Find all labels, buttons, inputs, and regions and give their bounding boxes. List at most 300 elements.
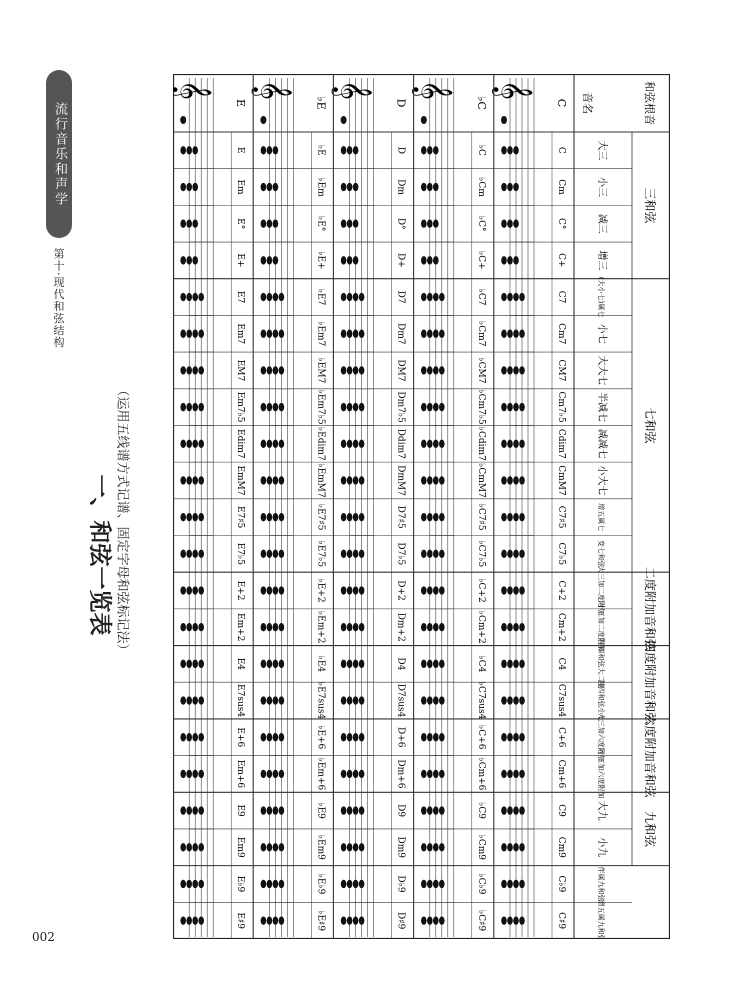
chord-notehead (261, 843, 267, 851)
chord-symbol: ♭Em9 (315, 834, 326, 860)
chord-symbol: ♭Cm (475, 177, 486, 197)
chord-symbol: Cm+6 (556, 759, 566, 789)
chord-notehead (180, 916, 186, 924)
chord-notehead (186, 623, 192, 631)
chord-notehead (427, 623, 433, 631)
chord-notehead (186, 806, 192, 814)
chord-symbol: DmM7 (395, 465, 406, 496)
chord-symbol: E+2 (235, 580, 246, 601)
column-header: 小九 (596, 837, 607, 858)
chord-notehead (279, 660, 285, 668)
chord-notehead (261, 403, 267, 411)
chord-notehead (180, 623, 186, 631)
column-header: 大三加六度附加 (597, 712, 605, 762)
chord-notehead (261, 476, 267, 484)
chord-symbol: C4 (556, 657, 566, 671)
chord-notehead (279, 696, 285, 704)
chord-notehead (433, 330, 439, 338)
chord-notehead (192, 440, 198, 448)
chord-notehead (347, 330, 353, 338)
chord-notehead (198, 770, 204, 778)
chord-symbol: E♯9 (235, 912, 246, 929)
chord-notehead (198, 623, 204, 631)
chord-notehead (267, 586, 273, 594)
chord-notehead (439, 623, 445, 631)
chord-notehead (347, 183, 353, 191)
chord-notehead (353, 770, 359, 778)
chord-symbol: Cm7♭5 (556, 391, 566, 423)
chord-notehead (353, 403, 359, 411)
chord-notehead (261, 366, 267, 374)
chord-notehead (519, 440, 525, 448)
chord-notehead (421, 880, 427, 888)
chord-notehead (192, 220, 198, 228)
chord-symbol: ♭Em+2 (315, 610, 326, 644)
chord-notehead (501, 256, 507, 264)
chord-notehead (267, 146, 273, 154)
chord-notehead (439, 733, 445, 741)
chord-symbol: D+ (395, 253, 406, 268)
group-header-0: 三和弦 (643, 187, 657, 224)
chord-notehead (519, 806, 525, 814)
chord-notehead (192, 623, 198, 631)
chord-symbol: C9 (556, 804, 566, 817)
chord-notehead (433, 403, 439, 411)
chord-notehead (341, 586, 347, 594)
chord-notehead (439, 550, 445, 558)
chord-symbol: Dm+6 (395, 759, 406, 789)
chord-notehead (261, 550, 267, 558)
chord-notehead (192, 513, 198, 521)
chord-notehead (192, 403, 198, 411)
chord-notehead (273, 733, 279, 741)
chord-notehead (347, 293, 353, 301)
chord-notehead (273, 476, 279, 484)
column-header: 增五属七 (597, 503, 605, 532)
chord-notehead (261, 770, 267, 778)
chord-symbol: ♭C7sus4 (475, 681, 486, 720)
column-header: 挂四和弦大二度 (597, 639, 605, 689)
chord-notehead (519, 623, 525, 631)
chord-notehead (180, 146, 186, 154)
chord-notehead (341, 660, 347, 668)
chord-symbol: ♭E7 (315, 288, 326, 306)
chord-notehead (427, 916, 433, 924)
chord-notehead (427, 476, 433, 484)
chord-notehead (427, 403, 433, 411)
chord-notehead (279, 916, 285, 924)
chord-symbol: ♭E (315, 144, 326, 156)
chord-symbol: Em7♭5 (235, 391, 246, 423)
chord-notehead (273, 330, 279, 338)
chord-notehead (192, 586, 198, 594)
chord-notehead (279, 293, 285, 301)
chord-notehead (439, 440, 445, 448)
chord-notehead (347, 660, 353, 668)
chord-notehead (501, 403, 507, 411)
chord-symbol: Dm+2 (395, 612, 406, 642)
chord-notehead (198, 733, 204, 741)
chord-notehead (439, 513, 445, 521)
chord-notehead (180, 513, 186, 521)
chord-notehead (267, 403, 273, 411)
chord-notehead (507, 550, 513, 558)
chord-symbol: C7 (556, 290, 566, 304)
chord-notehead (353, 550, 359, 558)
chord-notehead (341, 220, 347, 228)
chord-notehead (513, 476, 519, 484)
chord-notehead (198, 586, 204, 594)
chord-symbol: D7 (395, 290, 406, 304)
chord-notehead (273, 770, 279, 778)
root-column-label: 音名 (581, 92, 594, 114)
chord-notehead (359, 476, 365, 484)
chord-notehead (501, 366, 507, 374)
chord-symbol: D+2 (395, 580, 406, 601)
column-header: 小三 (596, 177, 607, 198)
chord-symbol: D7♭5 (395, 542, 406, 566)
chord-notehead (198, 330, 204, 338)
chord-notehead (501, 293, 507, 301)
chord-notehead (279, 330, 285, 338)
column-header: 小七 (596, 323, 607, 344)
chord-notehead (421, 916, 427, 924)
chord-notehead (427, 880, 433, 888)
chord-notehead (421, 183, 427, 191)
column-header: 挂四和弦小七 (597, 679, 605, 722)
chord-notehead (519, 843, 525, 851)
column-header: 大九 (596, 800, 607, 821)
chord-notehead (519, 880, 525, 888)
chord-notehead (186, 916, 192, 924)
chord-notehead (261, 806, 267, 814)
chord-symbol: C♭9 (556, 875, 566, 893)
chord-notehead (421, 623, 427, 631)
chord-notehead (180, 440, 186, 448)
chord-notehead (261, 586, 267, 594)
chord-notehead (273, 440, 279, 448)
chord-notehead (186, 293, 192, 301)
chord-notehead (198, 476, 204, 484)
chord-notehead (261, 623, 267, 631)
chord-notehead (198, 843, 204, 851)
group-header-2: 二度附加音和弦 (643, 566, 657, 651)
chord-notehead (519, 696, 525, 704)
chord-notehead (433, 513, 439, 521)
chord-notehead (273, 366, 279, 374)
chord-notehead (279, 843, 285, 851)
chord-notehead (341, 696, 347, 704)
root-notehead (501, 116, 507, 124)
chord-notehead (427, 146, 433, 154)
column-header: 半减七 (596, 392, 607, 423)
chord-notehead (501, 733, 507, 741)
chord-symbol: C° (556, 218, 566, 230)
chord-notehead (192, 256, 198, 264)
chord-symbol: ♭Cm+6 (475, 757, 486, 791)
chord-symbol: ♭C4 (475, 655, 486, 673)
chord-notehead (427, 440, 433, 448)
chord-notehead (519, 513, 525, 521)
chord-symbol: EM7 (235, 359, 246, 382)
chord-notehead (507, 660, 513, 668)
chord-notehead (501, 330, 507, 338)
chord-symbol: C7♭5 (556, 542, 566, 566)
chord-notehead (513, 330, 519, 338)
chord-notehead (359, 660, 365, 668)
chord-notehead (433, 806, 439, 814)
chord-notehead (421, 513, 427, 521)
treble-clef-icon: 𝄞 (493, 80, 533, 101)
chord-notehead (501, 586, 507, 594)
chord-symbol: ♭E9 (315, 802, 326, 819)
chord-notehead (279, 476, 285, 484)
chord-notehead (507, 843, 513, 851)
chord-notehead (273, 293, 279, 301)
chord-notehead (347, 733, 353, 741)
chord-notehead (519, 586, 525, 594)
row-root-name: ♭E (314, 96, 328, 110)
chord-notehead (267, 293, 273, 301)
chord-notehead (353, 183, 359, 191)
chord-notehead (279, 403, 285, 411)
chord-notehead (347, 550, 353, 558)
chord-notehead (501, 623, 507, 631)
chord-notehead (273, 403, 279, 411)
chord-notehead (519, 330, 525, 338)
chord-symbol: E+6 (235, 727, 246, 748)
chord-notehead (347, 403, 353, 411)
chord-notehead (180, 843, 186, 851)
chord-notehead (353, 696, 359, 704)
chord-symbol: Cm+2 (556, 612, 566, 642)
chord-notehead (439, 843, 445, 851)
chord-notehead (421, 293, 427, 301)
group-header-5: 九和弦 (643, 810, 657, 847)
chord-notehead (192, 330, 198, 338)
chord-notehead (261, 440, 267, 448)
chord-notehead (273, 843, 279, 851)
chord-notehead (279, 623, 285, 631)
chord-symbol: ♭EM7 (315, 357, 326, 384)
chord-symbol: ♭Cdim7 (475, 426, 486, 461)
chord-notehead (267, 733, 273, 741)
chord-notehead (341, 183, 347, 191)
chord-notehead (359, 843, 365, 851)
chord-symbol: Cdim7 (556, 428, 566, 459)
chord-notehead (192, 806, 198, 814)
chord-notehead (359, 440, 365, 448)
chord-notehead (507, 916, 513, 924)
chord-notehead (180, 806, 186, 814)
group-header-3: 四度附加音和弦 (643, 640, 657, 725)
chord-table-wrapper (173, 74, 670, 939)
chord-notehead (513, 513, 519, 521)
chord-notehead (341, 403, 347, 411)
chord-notehead (273, 220, 279, 228)
chord-notehead (186, 843, 192, 851)
chord-notehead (180, 293, 186, 301)
chord-notehead (198, 880, 204, 888)
chord-notehead (513, 880, 519, 888)
chord-notehead (180, 183, 186, 191)
chord-notehead (341, 330, 347, 338)
chord-symbol: ♭Cm7 (475, 321, 486, 347)
chord-notehead (341, 550, 347, 558)
chord-notehead (427, 366, 433, 374)
corner-label: 和弦根音 (643, 81, 656, 125)
chord-notehead (513, 146, 519, 154)
chord-notehead (433, 660, 439, 668)
chord-notehead (513, 623, 519, 631)
chord-notehead (180, 550, 186, 558)
chord-notehead (186, 440, 192, 448)
chord-symbol: ♭E7♭5 (315, 540, 326, 568)
chord-notehead (439, 806, 445, 814)
chord-notehead (353, 806, 359, 814)
chord-notehead (267, 843, 273, 851)
chord-notehead (261, 733, 267, 741)
chord-notehead (273, 696, 279, 704)
chord-notehead (507, 623, 513, 631)
chord-notehead (186, 183, 192, 191)
chord-notehead (267, 623, 273, 631)
chord-symbol: E7sus4 (235, 684, 246, 718)
chord-symbol: ♭C+ (475, 251, 486, 270)
chord-notehead (433, 146, 439, 154)
chord-notehead (198, 440, 204, 448)
chord-notehead (192, 733, 198, 741)
chord-notehead (186, 770, 192, 778)
chord-notehead (186, 256, 192, 264)
chord-notehead (198, 403, 204, 411)
chord-notehead (427, 330, 433, 338)
chord-notehead (273, 623, 279, 631)
chord-notehead (347, 146, 353, 154)
chord-symbol: ♭CM7 (475, 357, 486, 384)
chord-notehead (507, 366, 513, 374)
chord-notehead (341, 733, 347, 741)
chord-notehead (359, 770, 365, 778)
column-header: (大小七)属七 (597, 276, 605, 318)
chord-symbol: ♭C♯9 (475, 910, 486, 932)
chord-notehead (433, 550, 439, 558)
chord-notehead (267, 916, 273, 924)
chord-symbol: CmM7 (556, 465, 566, 496)
chord-notehead (353, 916, 359, 924)
column-header: 小大七 (596, 465, 607, 496)
chord-notehead (261, 146, 267, 154)
chord-notehead (273, 660, 279, 668)
chord-notehead (341, 843, 347, 851)
chord-notehead (507, 293, 513, 301)
side-section-tab (46, 70, 72, 238)
chord-symbol: ♭Em7 (315, 321, 326, 347)
chord-notehead (192, 770, 198, 778)
chord-notehead (421, 330, 427, 338)
chord-notehead (347, 623, 353, 631)
side-section-tab-label: 流行音乐和声学 (52, 101, 67, 207)
chord-notehead (273, 183, 279, 191)
chord-notehead (519, 550, 525, 558)
chord-symbol: E7♯5 (235, 505, 246, 529)
chord-notehead (421, 696, 427, 704)
chord-notehead (507, 586, 513, 594)
chord-notehead (421, 770, 427, 778)
chord-notehead (507, 403, 513, 411)
chord-notehead (198, 916, 204, 924)
chord-symbol: C7sus4 (556, 683, 566, 718)
chord-notehead (501, 183, 507, 191)
chord-notehead (359, 916, 365, 924)
chord-symbol: ♭E4 (315, 655, 326, 673)
chord-notehead (261, 330, 267, 338)
chord-notehead (267, 220, 273, 228)
chord-notehead (353, 733, 359, 741)
chord-notehead (513, 586, 519, 594)
chord-notehead (513, 696, 519, 704)
chord-notehead (279, 550, 285, 558)
chord-notehead (439, 330, 445, 338)
group-header-4: 六度附加音和弦 (643, 713, 657, 798)
row-root-name: D (394, 98, 408, 108)
chord-notehead (267, 770, 273, 778)
chord-symbol: E4 (235, 657, 246, 671)
treble-clef-icon: 𝄞 (332, 80, 373, 101)
chord-notehead (513, 770, 519, 778)
chord-notehead (433, 586, 439, 594)
chord-symbol: Dm (395, 179, 406, 195)
chord-notehead (353, 220, 359, 228)
chord-notehead (439, 696, 445, 704)
chord-notehead (353, 256, 359, 264)
chord-symbol: Cm7 (556, 323, 566, 345)
chord-notehead (353, 146, 359, 154)
chord-notehead (427, 550, 433, 558)
column-header: 减减七 (596, 428, 607, 459)
root-notehead (341, 116, 347, 124)
chord-symbol: DM7 (395, 359, 406, 382)
chord-notehead (279, 513, 285, 521)
chord-notehead (507, 183, 513, 191)
chord-symbol: Dm7 (395, 323, 406, 345)
treble-clef-icon: 𝄞 (173, 80, 213, 101)
chord-symbol: E7 (235, 290, 246, 304)
chord-notehead (279, 366, 285, 374)
chord-symbol: D♯9 (395, 912, 406, 930)
column-header: 大三加二度附加 (597, 566, 605, 616)
chord-symbol: D° (395, 217, 406, 230)
chord-symbol: Edim7 (235, 429, 246, 459)
chord-notehead (513, 440, 519, 448)
chord-notehead (180, 660, 186, 668)
chord-notehead (421, 586, 427, 594)
chord-symbol: E+ (235, 253, 246, 268)
column-header: 小三加二度附加 (597, 602, 605, 652)
chord-symbol: Em (235, 179, 246, 195)
chord-notehead (267, 550, 273, 558)
chord-notehead (501, 843, 507, 851)
chord-notehead (273, 916, 279, 924)
chord-notehead (267, 806, 273, 814)
chord-symbol: ♭E♭9 (315, 873, 326, 895)
chord-notehead (180, 256, 186, 264)
row-root-name: C (555, 98, 568, 108)
chord-notehead (427, 293, 433, 301)
chord-notehead (347, 256, 353, 264)
chord-notehead (279, 733, 285, 741)
chord-notehead (341, 513, 347, 521)
